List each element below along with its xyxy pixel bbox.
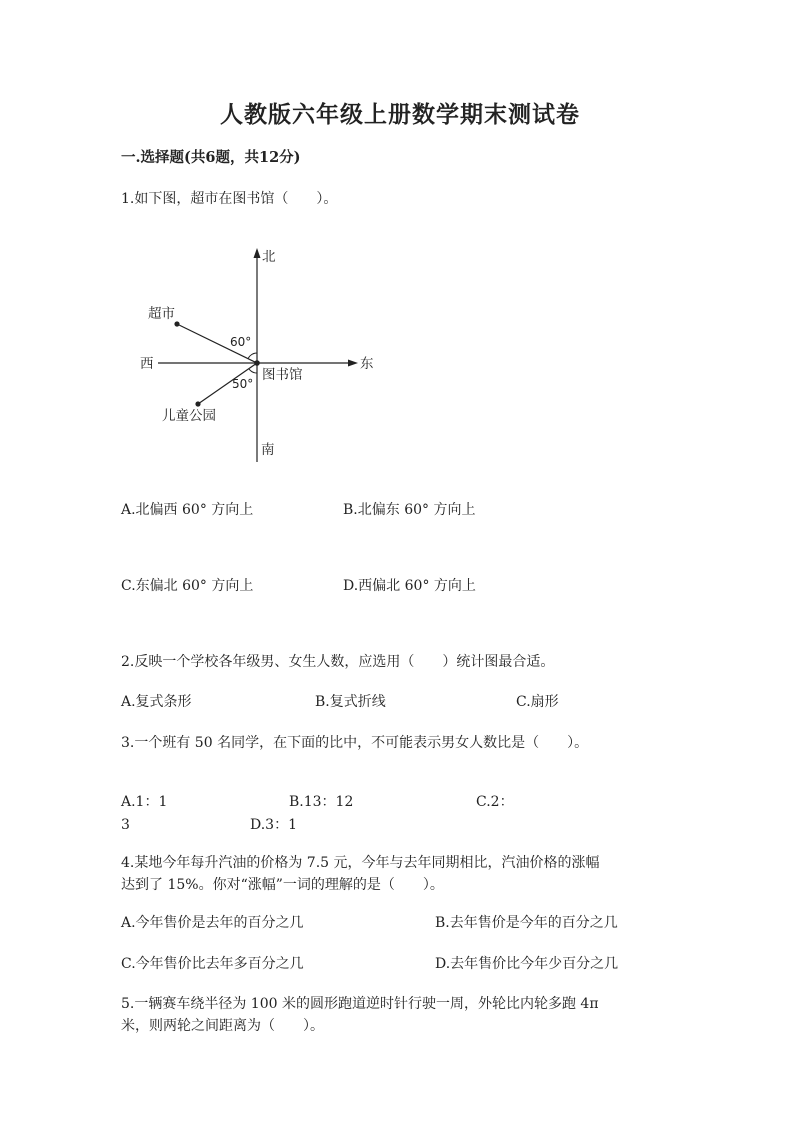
q4-option-b[interactable]: B.去年售价是今年的百分之几: [435, 915, 618, 931]
q4-option-c[interactable]: C.今年售价比去年多百分之几: [121, 956, 304, 972]
direction-diagram: [130, 240, 390, 465]
angle-arc-top: [248, 353, 257, 359]
question-2-stem: 2.反映一个学校各年级男、女生人数，应选用（ ）统计图最合适。: [121, 654, 555, 670]
angle-arc-bottom: [249, 369, 257, 373]
angle-label-bottom: 50°: [232, 377, 254, 391]
q3-option-a[interactable]: A.1：1: [121, 794, 168, 810]
question-5-stem-line-1: 5.一辆赛车绕半径为 100 米的圆形跑道逆时针行驶一周，外轮比内轮多跑 4π: [121, 996, 599, 1012]
q3-option-c-continued[interactable]: 3: [121, 817, 130, 833]
supermarket-label: 超市: [148, 306, 175, 322]
q1-option-a[interactable]: A.北偏西 60° 方向上: [121, 502, 254, 518]
q4-option-a[interactable]: A.今年售价是去年的百分之几: [121, 915, 304, 931]
q3-option-b[interactable]: B.13：12: [289, 794, 354, 810]
north-label: 北: [262, 249, 276, 265]
q1-option-d[interactable]: D.西偏北 60° 方向上: [343, 578, 476, 594]
q2-option-c[interactable]: C.扇形: [516, 694, 559, 710]
question-5-stem-line-2: 米，则两轮之间距离为（ ）。: [121, 1018, 324, 1034]
question-3-stem: 3.一个班有 50 名同学，在下面的比中，不可能表示男女人数比是（ ）。: [121, 735, 589, 751]
park-label: 儿童公园: [162, 408, 216, 424]
page-title: 人教版六年级上册数学期末测试卷: [220, 101, 580, 128]
q1-option-b[interactable]: B.北偏东 60° 方向上: [343, 502, 476, 518]
supermarket-dot: [174, 321, 179, 326]
angle-label-top: 60°: [230, 335, 252, 349]
park-dot: [195, 401, 200, 406]
library-dot: [254, 360, 260, 366]
south-label: 南: [261, 442, 275, 458]
question-4-stem-line-1: 4.某地今年每升汽油的价格为 7.5 元，今年与去年同期相比，汽油价格的涨幅: [121, 855, 600, 871]
question-1-stem: 1.如下图，超市在图书馆（ ）。: [121, 191, 338, 207]
east-label: 东: [360, 356, 374, 372]
section-heading: 一.选择题(共6题，共12分): [121, 149, 301, 166]
q1-option-c[interactable]: C.东偏北 60° 方向上: [121, 578, 254, 594]
q3-option-d[interactable]: D.3：1: [250, 817, 297, 833]
q4-option-d[interactable]: D.去年售价比今年少百分之几: [435, 956, 619, 972]
west-label: 西: [140, 356, 154, 372]
question-4-stem-line-2: 达到了 15%。你对“涨幅”一词的理解的是（ ）。: [121, 877, 444, 893]
library-label: 图书馆: [262, 367, 303, 383]
east-arrow-icon: [348, 360, 358, 367]
q3-option-c[interactable]: C.2：: [476, 794, 514, 810]
q2-option-b[interactable]: B.复式折线: [315, 694, 386, 710]
q2-option-a[interactable]: A.复式条形: [121, 694, 192, 710]
north-arrow-icon: [254, 248, 261, 258]
